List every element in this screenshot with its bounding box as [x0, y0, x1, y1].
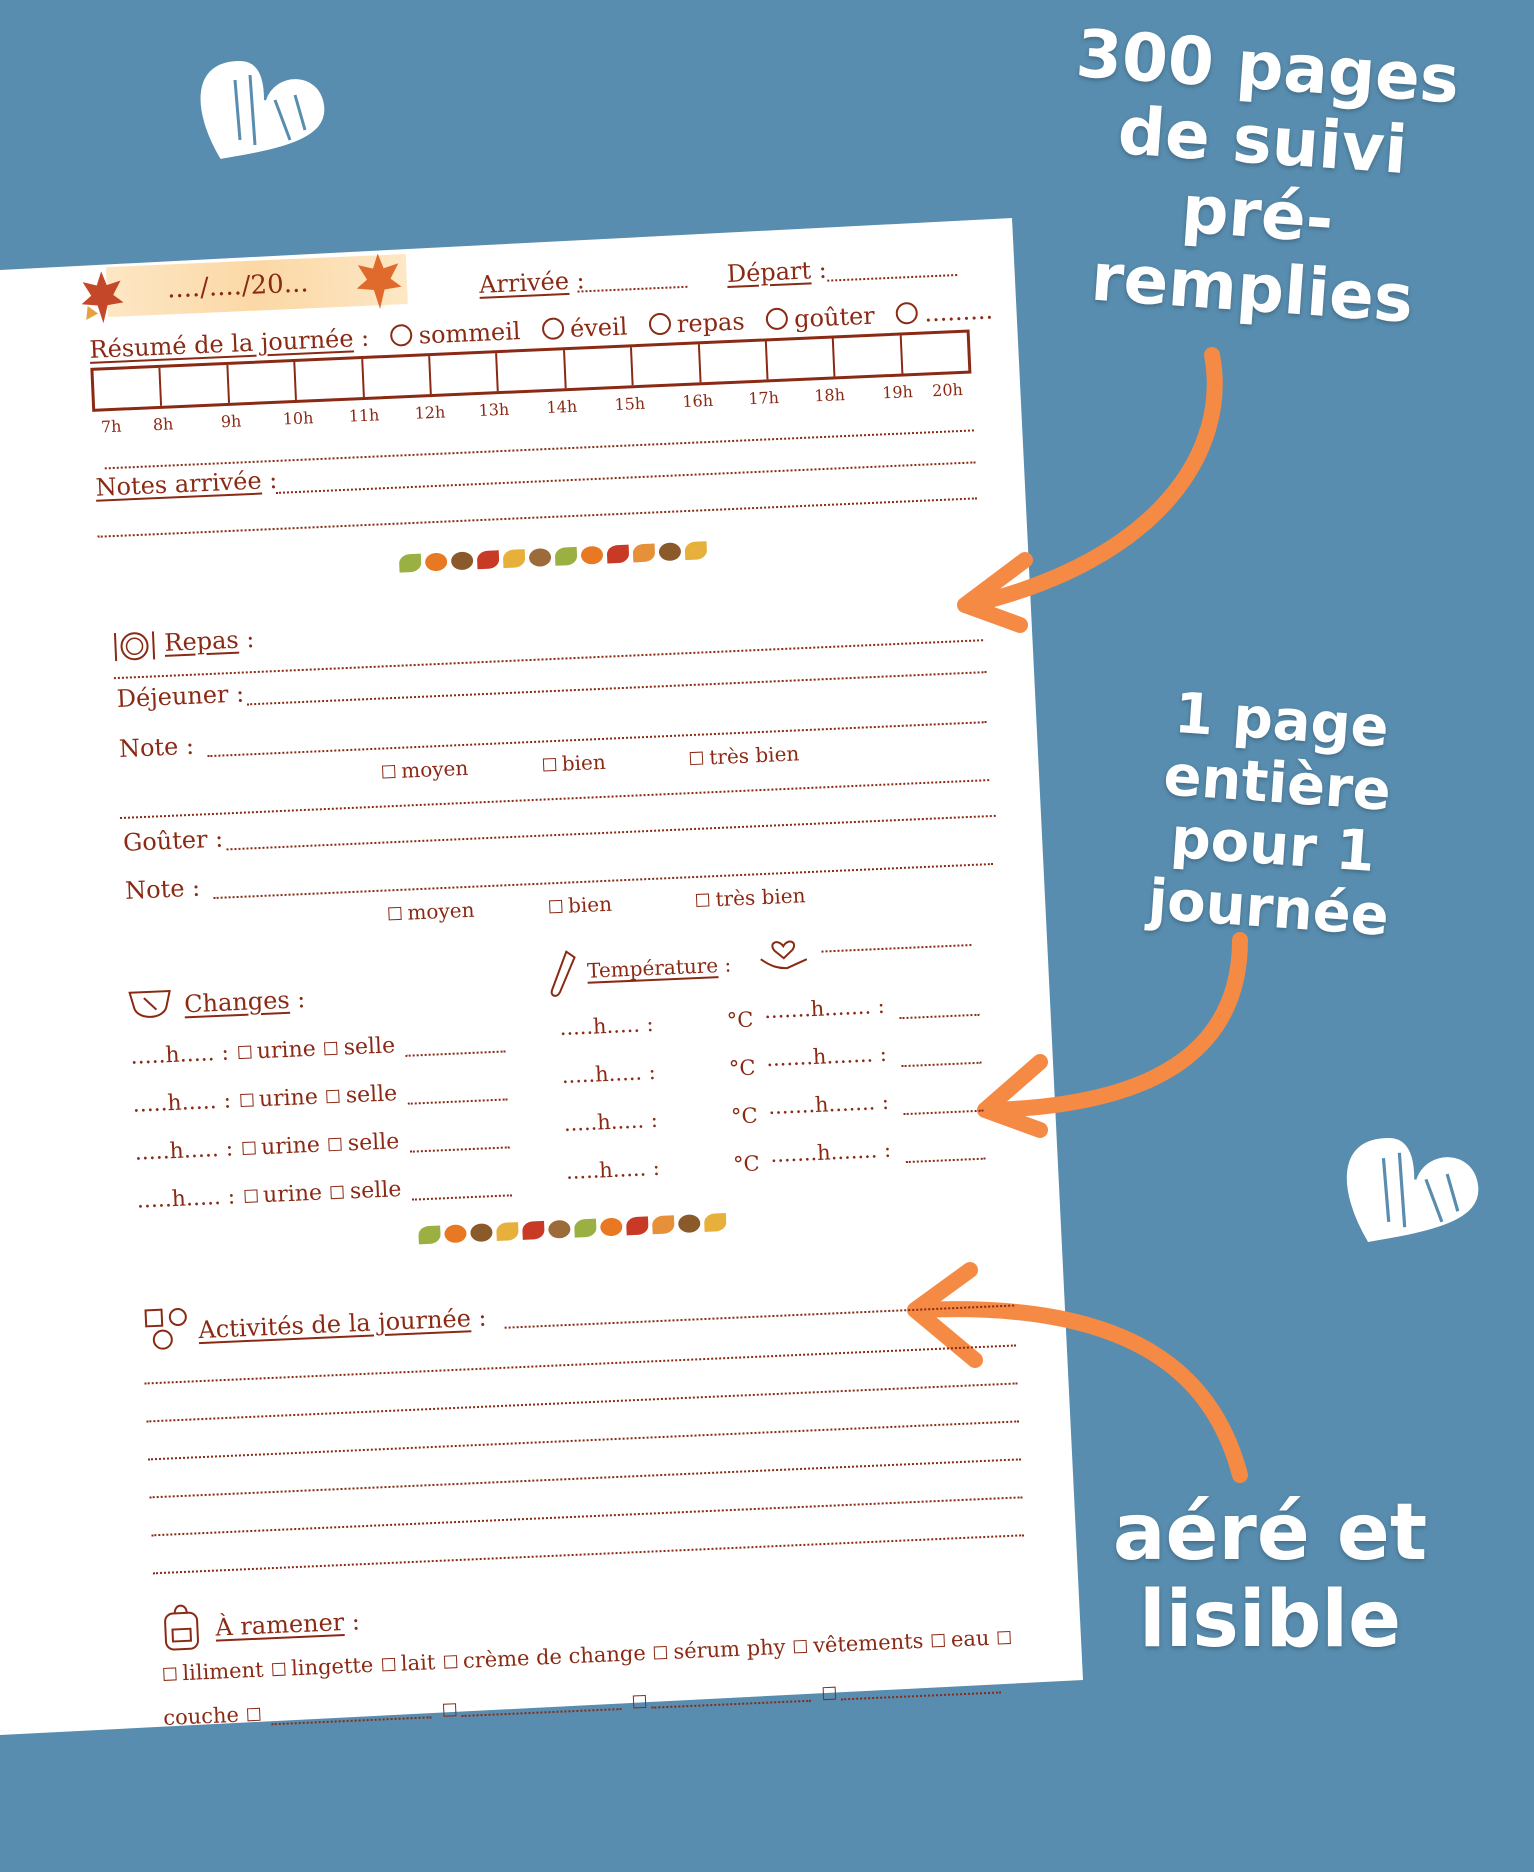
rating-average: moyen: [406, 897, 475, 925]
urine-checkbox[interactable]: [240, 1094, 254, 1108]
rating-checkbox[interactable]: [388, 907, 402, 921]
leaf-icon: [496, 1222, 519, 1241]
item-checkbox[interactable]: [163, 1667, 177, 1681]
lunch-note-label: Note :: [118, 731, 195, 764]
option-sleep: sommeil: [418, 317, 522, 350]
care-row[interactable]: .......h....... :: [767, 1089, 890, 1120]
item-checkbox[interactable]: [654, 1646, 668, 1660]
promo-line: pré-remplies: [1088, 170, 1416, 338]
departure-dots: [827, 274, 957, 282]
rating-checkbox[interactable]: [696, 893, 710, 907]
stool-label: selle: [345, 1081, 398, 1109]
notes-arrival-label: Notes arrivée: [94, 466, 263, 502]
urine-checkbox[interactable]: [244, 1189, 258, 1203]
urine-label: urine: [258, 1084, 319, 1113]
hour-label: 15h: [614, 393, 646, 415]
care-row[interactable]: .......h....... :: [765, 1041, 888, 1072]
acorn-icon: [678, 1214, 701, 1233]
snack-label: Goûter :: [122, 824, 224, 857]
item-label: lingette: [290, 1652, 374, 1681]
activities-dots: [146, 1382, 1017, 1422]
urine-label: urine: [262, 1180, 323, 1209]
snack-dots: [226, 815, 995, 851]
change-dots: [406, 1050, 506, 1056]
lunch-rating: [380, 741, 800, 783]
timeline-cell[interactable]: [295, 359, 364, 400]
care-row[interactable]: .......h....... :: [769, 1137, 892, 1167]
backpack-icon: [158, 1600, 204, 1654]
hour-label: 18h: [813, 385, 846, 406]
hour-label: 13h: [478, 399, 510, 421]
lunch-dots: [247, 671, 986, 705]
temp-time: .....h..... :: [565, 1155, 661, 1184]
rating-good: bien: [567, 891, 613, 918]
stool-checkbox[interactable]: [327, 1090, 341, 1104]
hour-label: 16h: [681, 390, 714, 412]
acorn-icon: [470, 1223, 493, 1242]
item-label: eau: [950, 1625, 990, 1652]
change-row[interactable]: [136, 1177, 402, 1214]
leaf-icon: [652, 1215, 675, 1234]
hour-label: 17h: [747, 387, 780, 409]
leaf-icon: [522, 1221, 545, 1240]
hour-label: 20h: [931, 379, 964, 401]
leaf-icon: [418, 1225, 441, 1244]
activities-heading: Activités de la journée :: [197, 1303, 488, 1345]
snack-rating: [386, 883, 806, 925]
thermometer-icon: [548, 947, 580, 1004]
bring-items-line2: [163, 1702, 267, 1730]
hour-label: 19h: [881, 382, 914, 403]
acorn-icon: [529, 548, 552, 567]
leaf-icon: [633, 543, 656, 562]
timeline-cell[interactable]: [93, 368, 162, 409]
temp-row[interactable]: [559, 1008, 754, 1040]
notes-dots: [98, 497, 977, 537]
item-checkbox[interactable]: [633, 1695, 647, 1709]
urine-label: urine: [260, 1132, 321, 1161]
leaf-icon: [503, 549, 526, 568]
leaf-icon: [607, 545, 630, 564]
item-checkbox[interactable]: [932, 1634, 946, 1648]
change-row[interactable]: [130, 1033, 396, 1070]
promo-line: aéré et: [1112, 1488, 1428, 1578]
temp-row[interactable]: [561, 1056, 756, 1088]
promo-line: pour 1 journée: [1146, 806, 1391, 950]
hour-label: 10h: [282, 408, 314, 429]
activities-dots: [150, 1458, 1021, 1498]
caring-hands-icon: [755, 927, 811, 975]
toy-blocks-icon: [141, 1304, 191, 1352]
hour-label: 8h: [152, 414, 174, 435]
celsius-unit: °C: [726, 1007, 754, 1033]
care-dots: [899, 1014, 979, 1019]
item-checkbox[interactable]: [272, 1663, 286, 1677]
notes-arrival-field[interactable]: Notes arrivée :: [94, 465, 278, 502]
urine-checkbox[interactable]: [238, 1046, 252, 1060]
lunch-label: Déjeuner :: [116, 679, 245, 714]
stool-label: selle: [347, 1129, 400, 1157]
change-time: .....h..... :: [136, 1184, 236, 1214]
care-row[interactable]: .......h....... :: [763, 993, 886, 1024]
snack-note-label: Note :: [124, 873, 201, 905]
rating-very-good: très bien: [714, 883, 806, 912]
autumn-decoration: [418, 1213, 726, 1244]
temperature-heading: Température :: [586, 952, 732, 983]
plate-cutlery-icon: [112, 625, 158, 667]
activities-label: Activités de la journée: [197, 1304, 472, 1345]
rating-average: moyen: [400, 755, 469, 783]
timeline-cell[interactable]: [632, 344, 701, 385]
leaf-icon: [477, 550, 500, 569]
pumpkin-icon: [425, 553, 448, 572]
hour-label: 14h: [546, 396, 578, 418]
stool-checkbox[interactable]: [331, 1186, 345, 1200]
change-row[interactable]: [132, 1081, 398, 1118]
rating-checkbox[interactable]: [382, 765, 396, 779]
arrival-label: Arrivée: [478, 266, 570, 299]
hour-label: 11h: [348, 405, 380, 426]
care-dots: [906, 1158, 986, 1163]
leaf-icon: [555, 547, 578, 566]
temp-row[interactable]: [565, 1151, 760, 1183]
timeline-cell[interactable]: [161, 365, 230, 406]
hour-label: 9h: [220, 411, 242, 432]
change-dots: [408, 1098, 508, 1104]
leaf-icon: [399, 554, 422, 573]
arrival-field[interactable]: Arrivée :: [478, 266, 586, 299]
pumpkin-icon: [581, 546, 604, 565]
leaf-icon: [626, 1216, 649, 1235]
timeline-cell[interactable]: [834, 335, 903, 376]
promo-line: 1 page entière: [1161, 680, 1393, 824]
change-dots: [410, 1146, 510, 1152]
pumpkin-icon: [444, 1224, 467, 1243]
changes-heading: Changes :: [183, 985, 306, 1019]
activities-dots: [145, 1344, 1016, 1384]
celsius-unit: °C: [728, 1055, 757, 1081]
promo-line: 300 pages: [1073, 14, 1462, 119]
summary-row: Résumé de la journée : sommeil éveil repas goûter .........: [88, 296, 994, 364]
item-checkbox[interactable]: [444, 1655, 458, 1669]
activities-dots: [148, 1420, 1019, 1460]
urine-checkbox[interactable]: [242, 1141, 256, 1155]
timeline-cell[interactable]: [565, 347, 634, 388]
rating-checkbox[interactable]: [690, 752, 704, 766]
item-checkbox[interactable]: [823, 1687, 837, 1701]
change-time: .....h..... :: [132, 1088, 232, 1118]
changes-label: Changes: [183, 985, 291, 1019]
item-checkbox[interactable]: [382, 1658, 396, 1672]
item-label: lait: [400, 1650, 436, 1676]
option-radio[interactable]: [542, 317, 565, 340]
summary-label: Résumé de la journée: [88, 324, 355, 364]
change-time: .....h..... :: [129, 1040, 230, 1070]
timeline-cell[interactable]: [430, 353, 499, 394]
stool-label: selle: [343, 1033, 396, 1061]
leaf-icon: [685, 541, 708, 560]
urine-label: urine: [256, 1036, 317, 1065]
rating-very-good: très bien: [708, 741, 800, 770]
item-checkbox[interactable]: [794, 1640, 808, 1654]
option-other: .........: [923, 296, 994, 328]
celsius-unit: °C: [730, 1103, 759, 1129]
change-dots: [412, 1194, 512, 1200]
timeline-cell[interactable]: [901, 333, 968, 374]
date-field[interactable]: ..../..../20...: [166, 268, 310, 305]
activities-dots: [151, 1496, 1022, 1536]
temp-row[interactable]: [563, 1104, 758, 1136]
departure-field[interactable]: Départ :: [726, 255, 828, 289]
hour-label: 12h: [414, 402, 446, 423]
acorn-icon: [451, 551, 474, 570]
hour-label: 7h: [100, 416, 122, 437]
change-row[interactable]: [134, 1129, 400, 1166]
bring-heading: À ramener :: [214, 1607, 361, 1642]
maple-leaf-icon: [76, 266, 129, 328]
rating-good: bien: [561, 749, 607, 776]
option-radio[interactable]: [648, 313, 671, 336]
pumpkin-icon: [600, 1218, 623, 1237]
item-checkbox[interactable]: [443, 1703, 457, 1717]
item-label: sérum phy: [672, 1634, 787, 1664]
temperature-label: Température: [586, 953, 719, 983]
option-radio[interactable]: [896, 302, 919, 325]
item-label: vêtements: [812, 1628, 924, 1658]
activities-dots: [153, 1534, 1024, 1574]
celsius-unit: °C: [732, 1151, 761, 1177]
meals-heading: Repas :: [163, 625, 255, 657]
item-checkbox[interactable]: [247, 1708, 261, 1722]
care-title-dots: [821, 944, 971, 953]
stool-checkbox[interactable]: [324, 1042, 338, 1056]
activities-dots: [505, 1305, 1015, 1329]
timeline-cell[interactable]: [767, 338, 836, 379]
daily-tracking-page: [86, 228, 1068, 1730]
item-checkbox[interactable]: [998, 1631, 1012, 1645]
acorn-icon: [548, 1220, 571, 1239]
temp-time: .....h..... :: [559, 1011, 655, 1041]
item-label: couche: [162, 1702, 240, 1730]
acorn-icon: [659, 542, 682, 561]
option-snack: goûter: [793, 301, 876, 334]
timeline-cell[interactable]: [497, 350, 566, 391]
item-label: liliment: [181, 1657, 265, 1686]
autumn-decoration: [399, 541, 707, 572]
rating-checkbox[interactable]: [549, 900, 563, 914]
option-radio[interactable]: [766, 307, 789, 330]
diaper-icon: [125, 985, 175, 1027]
notes-dots: [276, 461, 975, 494]
change-time: .....h..... :: [134, 1136, 234, 1166]
timeline-cell[interactable]: [228, 362, 297, 403]
option-radio[interactable]: [390, 324, 413, 347]
item-label: crème de change: [462, 1640, 647, 1673]
care-dots: [904, 1110, 984, 1115]
stool-checkbox[interactable]: [329, 1138, 343, 1152]
meals-label: Repas: [163, 625, 240, 657]
timeline-cell[interactable]: [363, 356, 432, 397]
stool-label: selle: [349, 1177, 402, 1205]
departure-label: Départ: [726, 256, 812, 289]
option-awake: éveil: [569, 312, 628, 343]
leaf-icon: [574, 1219, 597, 1238]
leaf-icon: [704, 1213, 727, 1232]
snack-dots: [120, 779, 989, 819]
rating-checkbox[interactable]: [543, 758, 557, 772]
temp-time: .....h..... :: [561, 1059, 657, 1089]
maple-leaf-icon: [347, 248, 410, 315]
promo-line: de suivi: [1115, 91, 1410, 190]
arrival-dots: [577, 286, 687, 293]
temp-time: .....h..... :: [563, 1107, 659, 1136]
timeline-cell[interactable]: [699, 341, 768, 382]
bring-label: À ramener: [214, 1608, 345, 1642]
care-dots: [902, 1062, 982, 1067]
promo-line: lisible: [1138, 1575, 1402, 1666]
option-meal: repas: [676, 307, 746, 339]
